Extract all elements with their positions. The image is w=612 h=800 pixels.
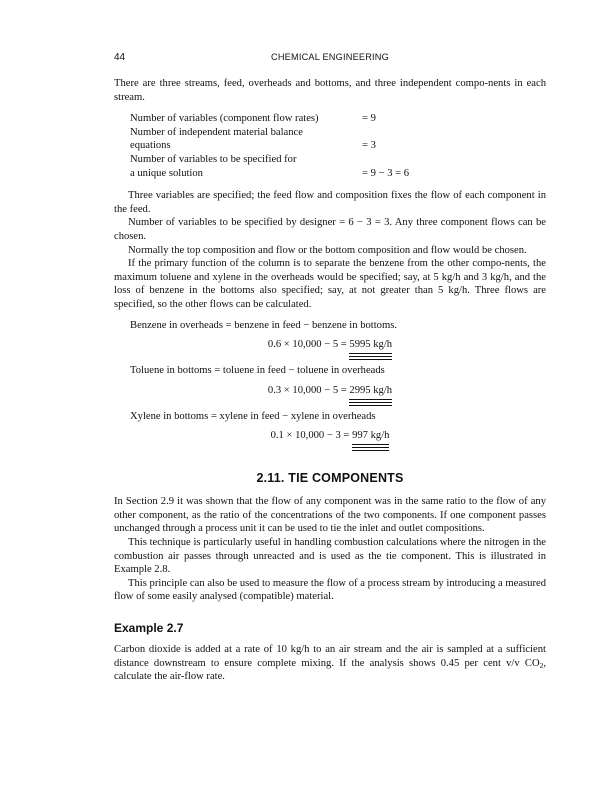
running-title: CHEMICAL ENGINEERING (270, 52, 389, 62)
variables-table (130, 112, 546, 180)
paragraph: Number of variables to be specified by designer = 6 − 3 = 3. Any three component flows can be chosen. (114, 217, 546, 242)
calc-statement: Xylene in bottoms = xylene in feed − xylene in overheads (130, 410, 376, 422)
variable-row: a unique solution = 9 − 3 = 6 (130, 167, 410, 179)
variable-row: equations = 3 (130, 140, 376, 152)
calc-equation: 0.3 × 10,000 − 5 = 2995 kg/h (114, 384, 546, 400)
paragraph: This principle can also be used to measure the flow of a process stream by introducing a measured flow of some easily analysed (compatible) material. (114, 577, 546, 603)
paragraph: Three variables are specified; the feed flow and composition fixes the flow of each component in the feed. (114, 190, 546, 215)
example-heading: Example 2.7 (114, 621, 184, 636)
variable-row: Number of independent material balance (130, 126, 303, 138)
calc-equation: 0.6 × 10,000 − 5 = 5995 kg/h (114, 338, 546, 354)
section-heading: 2.11. TIE COMPONENTS (256, 471, 404, 486)
calc-statement: Benzene in overheads = benzene in feed − benzene in bottoms. (130, 319, 397, 331)
variable-row: Number of variables to be specified for (130, 153, 297, 165)
intro-paragraph: There are three streams, feed, overheads and bottoms, and three independent compo-nents in each stream. (114, 78, 546, 103)
paragraph: Normally the top composition and flow or the bottom composition and flow would be chosen. (128, 244, 527, 256)
paragraph: If the primary function of the column is to separate the benzene from the other compo-nents, the maximum toluene and xylene in the overheads would be specified; say, at 5 kg/h and 3 kg/h, and the loss of benzene in the bottoms also specified; say, at not greater than 5 kg/h. Three flows are specified, so the other flows can be calculated. (114, 258, 546, 310)
calc-result: 2995 kg/h (349, 384, 392, 400)
calc-statement: Toluene in bottoms = toluene in feed − toluene in overheads (130, 365, 385, 377)
example-text: Carbon dioxide is added at a rate of 10 kg/h to an air stream and the air is sampled at a sufficient distance downstream to ensure complete mixing. If the analysis shows 0.45 per cent v/v $CO_2$, calculate the air-flow rate. (114, 644, 546, 683)
page-number: 44 (114, 52, 126, 63)
calc-result: 5995 kg/h (349, 338, 392, 354)
paragraph: In Section 2.9 it was shown that the flow of any component was in the same ratio to the flow of any other component, as the ratio of the concentrations of the two components. If one component passes unchanged through a process unit it can be used to tie the inlet and outlet compositions. (114, 496, 546, 535)
calc-result: 997 kg/h (352, 429, 389, 445)
running-header (114, 52, 546, 66)
paragraph: This technique is particularly useful in handling combustion calculations where the nitrogen in the combustion air passes through unreacted and is used as the tie component. This is illustrated in Example 2.8. (114, 537, 546, 576)
calc-equation: 0.1 × 10,000 − 3 = 997 kg/h (114, 429, 546, 445)
variable-row: Number of variables (component flow rates) = 9 (130, 113, 376, 125)
page (114, 52, 546, 684)
